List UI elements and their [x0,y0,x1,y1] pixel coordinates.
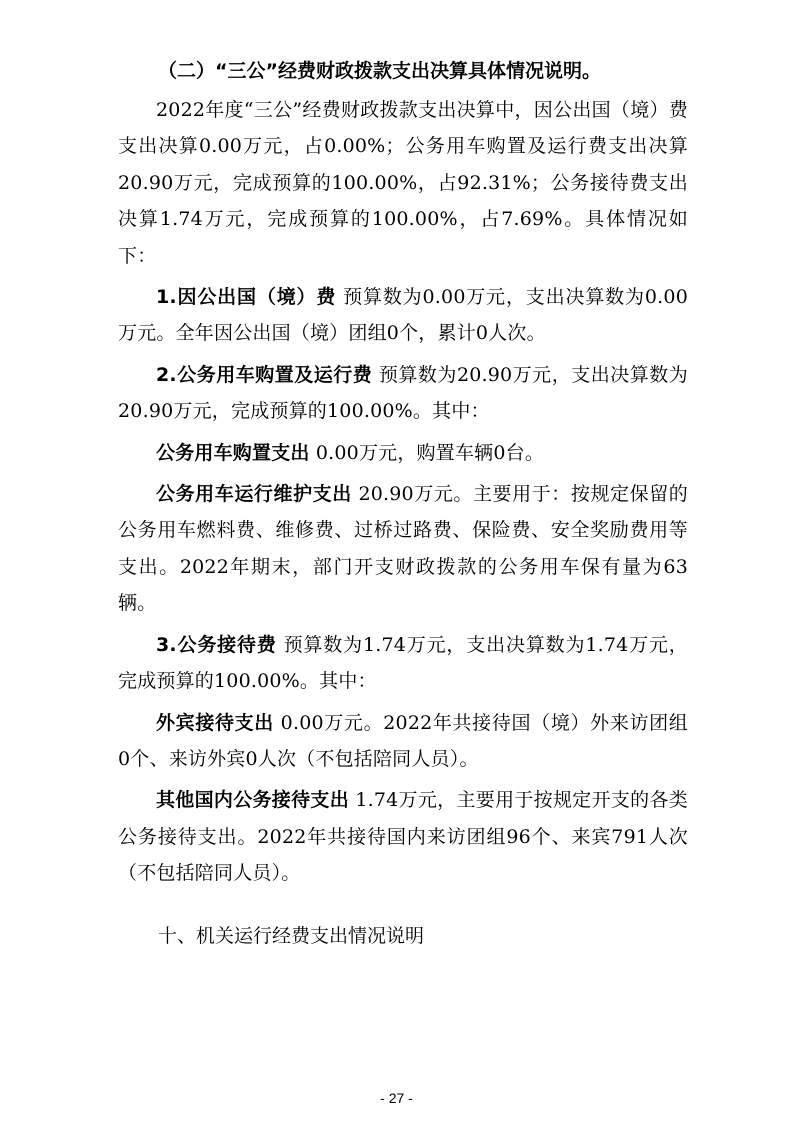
item-reception [118,627,688,700]
item-lead: 公务用车购置支出 [156,441,310,464]
item-lead: 3.公务接待费 [156,633,277,656]
subsection-heading: （二）“三公”经费财政拨款支出决算具体情况说明。 [158,60,601,82]
item-lead: 外宾接待支出 [156,711,274,734]
item-body: 1.74万元，主要用于按规定开支的各类公务接待支出。2022年共接待国内来访团组96个、来宾791人次（不包括陪同人员）。 [118,789,688,885]
item-foreign-reception [118,705,688,778]
item-lead: 其他国内公务接待支出 [156,789,350,812]
item-lead: 公务用车运行维护支出 [156,483,352,506]
item-vehicle-costs [118,357,688,430]
item-body: 预算数为0.00万元，支出决算数为0.00万元。全年因公出国（境）团组0个，累计0人次。 [118,286,688,345]
section-title: 十、机关运行经费支出情况说明 [158,924,425,947]
item-vehicle-purchase [118,435,688,471]
document-page [118,52,688,954]
item-lead: 1.因公出国（境）费 [156,286,337,309]
item-body: 预算数为20.90万元，支出决算数为20.90万元，完成预算的100.00%。其中： [118,363,688,423]
item-body: 20.90万元。主要用于：按规定保留的公务用车燃料费、维修费、过桥过路费、保险费、安全奖励费用等支出。2022年期末，部门开支财政拨款的公务用车保有量为63辆。 [118,483,688,615]
item-lead: 2.公务用车购置及运行费 [156,363,373,386]
item-body: 0.00万元。2022年共接待国（境）外来访团组0个、来访外宾0人次（不包括陪同人员）。 [118,711,689,770]
item-vehicle-operation [118,476,688,622]
page-number: - 27 - [380,1090,413,1106]
item-overseas-travel [118,279,688,352]
intro-paragraph: 2022年度“三公”经费财政拨款支出决算中，因公出国（境）费支出决算0.00万元，占0.00%；公务用车购置及运行费支出决算20.90万元，完成预算的100.00%，占92.31%；公务接待费支出决算1.74万元，完成预算的100.00%，占7.69%。具体情况如下： [118,99,688,267]
item-domestic-reception [118,782,688,891]
item-body: 0.00万元，购置车辆0台。 [309,441,545,464]
item-body: 预算数为1.74万元，支出决算数为1.74万元，完成预算的100.00%。其中： [118,633,688,693]
